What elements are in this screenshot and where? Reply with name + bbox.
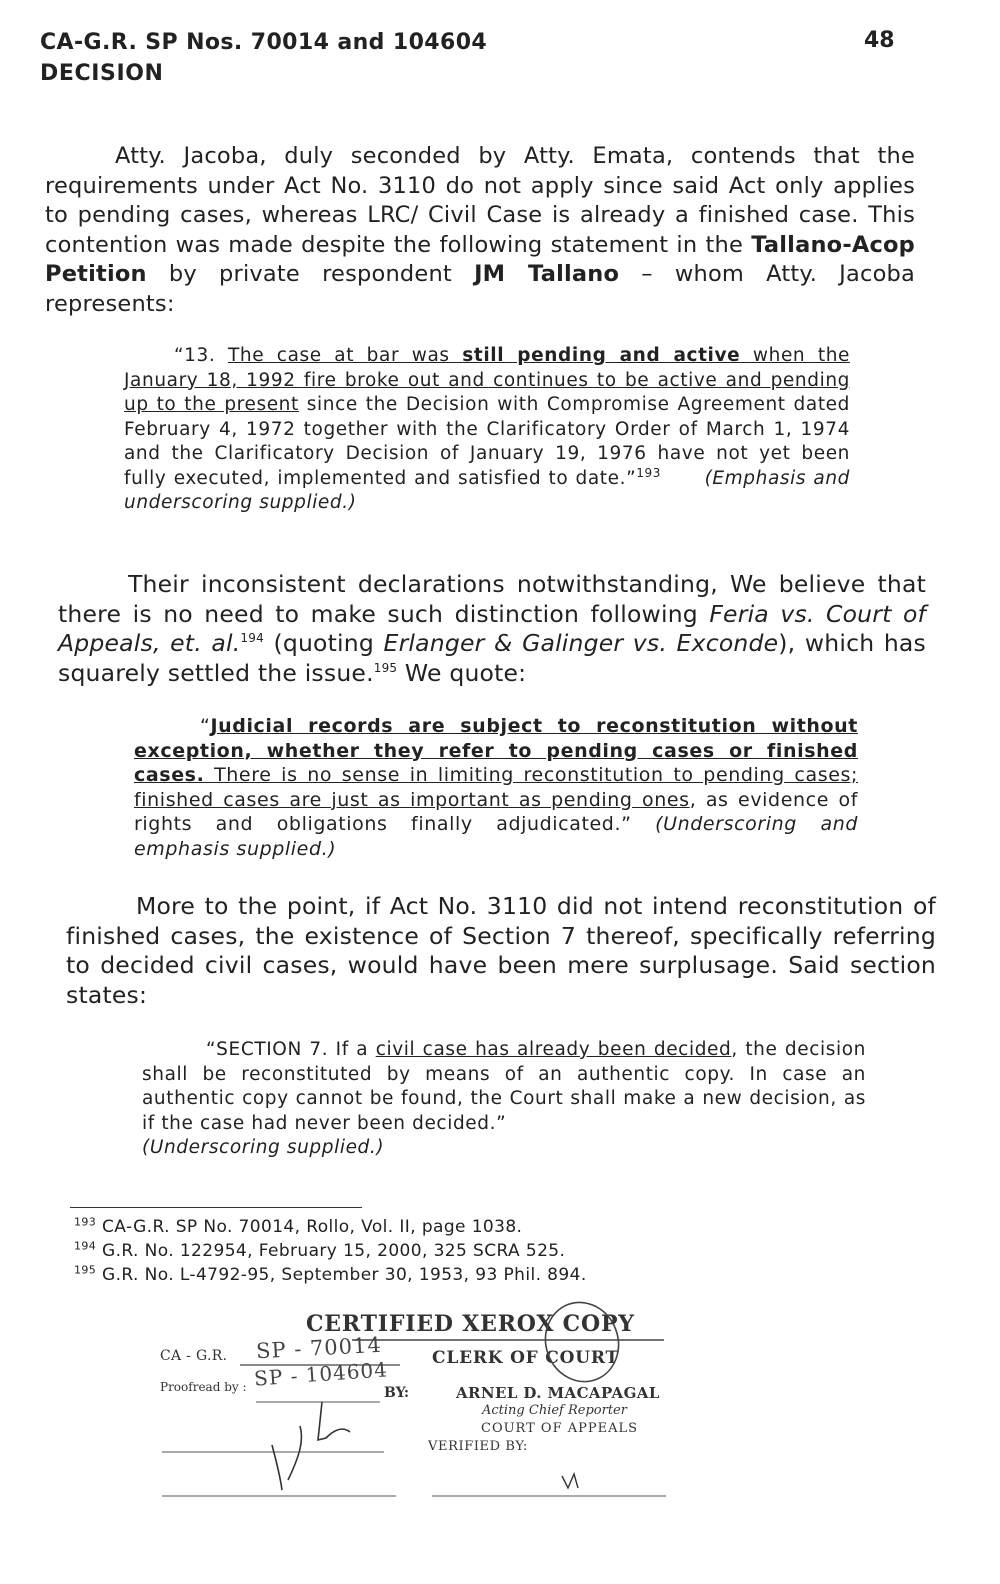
footnote-194-text: G.R. No. 122954, February 15, 2000, 325 SCRA 525. — [102, 1241, 566, 1261]
stamp-clerk-of-court: CLERK OF COURT — [432, 1348, 619, 1368]
footnote-195-number: 195 — [74, 1263, 97, 1277]
quote2-bold-underlined: Judicial records are subject to reconstitution without exception, whether they refer to pending cases or finished cases. — [134, 715, 858, 786]
footnote-193 — [74, 1217, 522, 1237]
para2-text-b: (quoting — [263, 629, 384, 657]
footnote-193-text: CA-G.R. SP No. 70014, Rollo, Vol. II, page 1038. — [102, 1217, 523, 1237]
quote2-lead: “ — [200, 715, 211, 737]
stamp-proofread-label: Proofread by : — [160, 1380, 247, 1394]
para2-case-erlanger: Erlanger & Galinger vs. Exconde — [383, 629, 779, 657]
case-number-header: CA-G.R. SP Nos. 70014 and 104604 — [40, 30, 488, 55]
para3-text: More to the point, if Act No. 3110 did not intend reconstitution of finished cases, the existence of Section 7 thereof, specifically referring to decided civil cases, would have been mere surplusage. Said section states: — [66, 892, 936, 1009]
para1-text-b: by private respondent — [146, 261, 475, 287]
quote2-underlined: There is no sense in limiting reconstitution to pending cases; finished cases are just as important as pending ones — [134, 764, 858, 811]
para2-text-a: Their inconsistent declarations notwithstanding, We believe that there is no need to make such distinction following — [58, 570, 926, 628]
quote3-rest: , the decision shall be reconstituted by means of an authentic copy. In case an authentic copy cannot be found, the Court shall make a new decision, as if the case had never been decided.” — [142, 1039, 866, 1134]
proofread-signature — [318, 1402, 350, 1440]
quote1-emphasis-note: (Emphasis and underscoring supplied.) — [124, 467, 850, 513]
quote1-bold-underlined: still pending and active — [462, 345, 741, 366]
footnote-193-number: 193 — [74, 1215, 97, 1229]
decision-label: DECISION — [40, 61, 164, 86]
footnote-195 — [74, 1265, 587, 1285]
quote3-emphasis-note: (Underscoring supplied.) — [142, 1137, 385, 1158]
para1-text-c: – whom Atty. Jacoba represents: — [45, 261, 916, 317]
paragraph-section-seven — [66, 892, 936, 1010]
quote-tallano-petition — [124, 344, 850, 516]
para2-footnote-ref-194: 194 — [240, 631, 264, 646]
quote2-rest: , as evidence of rights and obligations finally adjudicated.” — [134, 788, 858, 835]
stamp-reporter-name: ARNEL D. MACAPAGAL — [456, 1384, 660, 1402]
paragraph-distinction — [58, 570, 926, 688]
stamp-ca-gr-label: CA - G.R. — [160, 1348, 228, 1364]
quote3-underlined: civil case has already been decided — [375, 1039, 732, 1060]
para2-case-feria: Feria vs. Court of Appeals, et. al. — [58, 599, 927, 657]
page-number: 48 — [864, 28, 895, 53]
quote2-emphasis-note: (Underscoring and emphasis supplied.) — [134, 813, 859, 860]
para1-text-a: Atty. Jacoba, duly seconded by Atty. Emata, contends that the requirements under Act No. 3110 do not apply since said Act only applies to pending cases, whereas LRC/ Civil Case is already a finished case. This contention was made despite the following statement in the — [45, 143, 915, 258]
quote1-rest: since the Decision with Compromise Agreement dated February 4, 1972 together with the Clarificatory Order of March 1, 1974 and the Clarificatory Decision of January 19, 1976 have not yet been fully executed, implemented and satisfied to date.” — [124, 394, 850, 489]
verified-signature — [272, 1426, 302, 1490]
paragraph-contention — [45, 142, 915, 319]
footnote-195-text: G.R. No. L-4792-95, September 30, 1953, 93 Phil. 894. — [102, 1265, 587, 1285]
footnote-194-number: 194 — [74, 1239, 97, 1253]
footnote-separator — [70, 1207, 362, 1208]
stamp-by-label: BY: — [384, 1385, 410, 1401]
quote3-lead: “SECTION 7. If a — [206, 1039, 376, 1060]
para1-petition-name: Tallano-Acop Petition — [45, 231, 915, 287]
stamp-court-of-appeals: COURT OF APPEALS — [481, 1421, 639, 1436]
quote1-underlined-b: when the January 18, 1992 fire broke out and continues to be active and pending up to the present — [124, 345, 850, 415]
para2-text-d: We quote: — [397, 658, 527, 687]
stamp-certified-xerox-copy: CERTIFIED XEROX COPY — [306, 1311, 635, 1337]
stamp-reporter-title: Acting Chief Reporter — [482, 1403, 627, 1418]
quote1-lead: “13. — [174, 345, 228, 366]
quote-section-seven — [142, 1038, 866, 1161]
quote1-underlined-a: The case at bar was — [228, 345, 463, 366]
para2-text-c: ), which has squarely settled the issue. — [58, 629, 926, 687]
handwritten-case-number-2: SP - 104604 — [253, 1357, 389, 1391]
stamp-circle-scribble — [534, 1292, 629, 1392]
handwritten-case-number-1: SP - 70014 — [255, 1332, 383, 1364]
para1-respondent-name: JM Tallano — [474, 261, 620, 287]
stamp-verified-by-label: VERIFIED BY: — [428, 1439, 528, 1454]
quote1-footnote-ref: 193 — [636, 465, 661, 480]
footnote-194 — [74, 1241, 565, 1261]
para2-footnote-ref-195: 195 — [373, 660, 398, 675]
initials-mark — [562, 1474, 578, 1488]
quote-feria-ruling — [134, 714, 858, 861]
